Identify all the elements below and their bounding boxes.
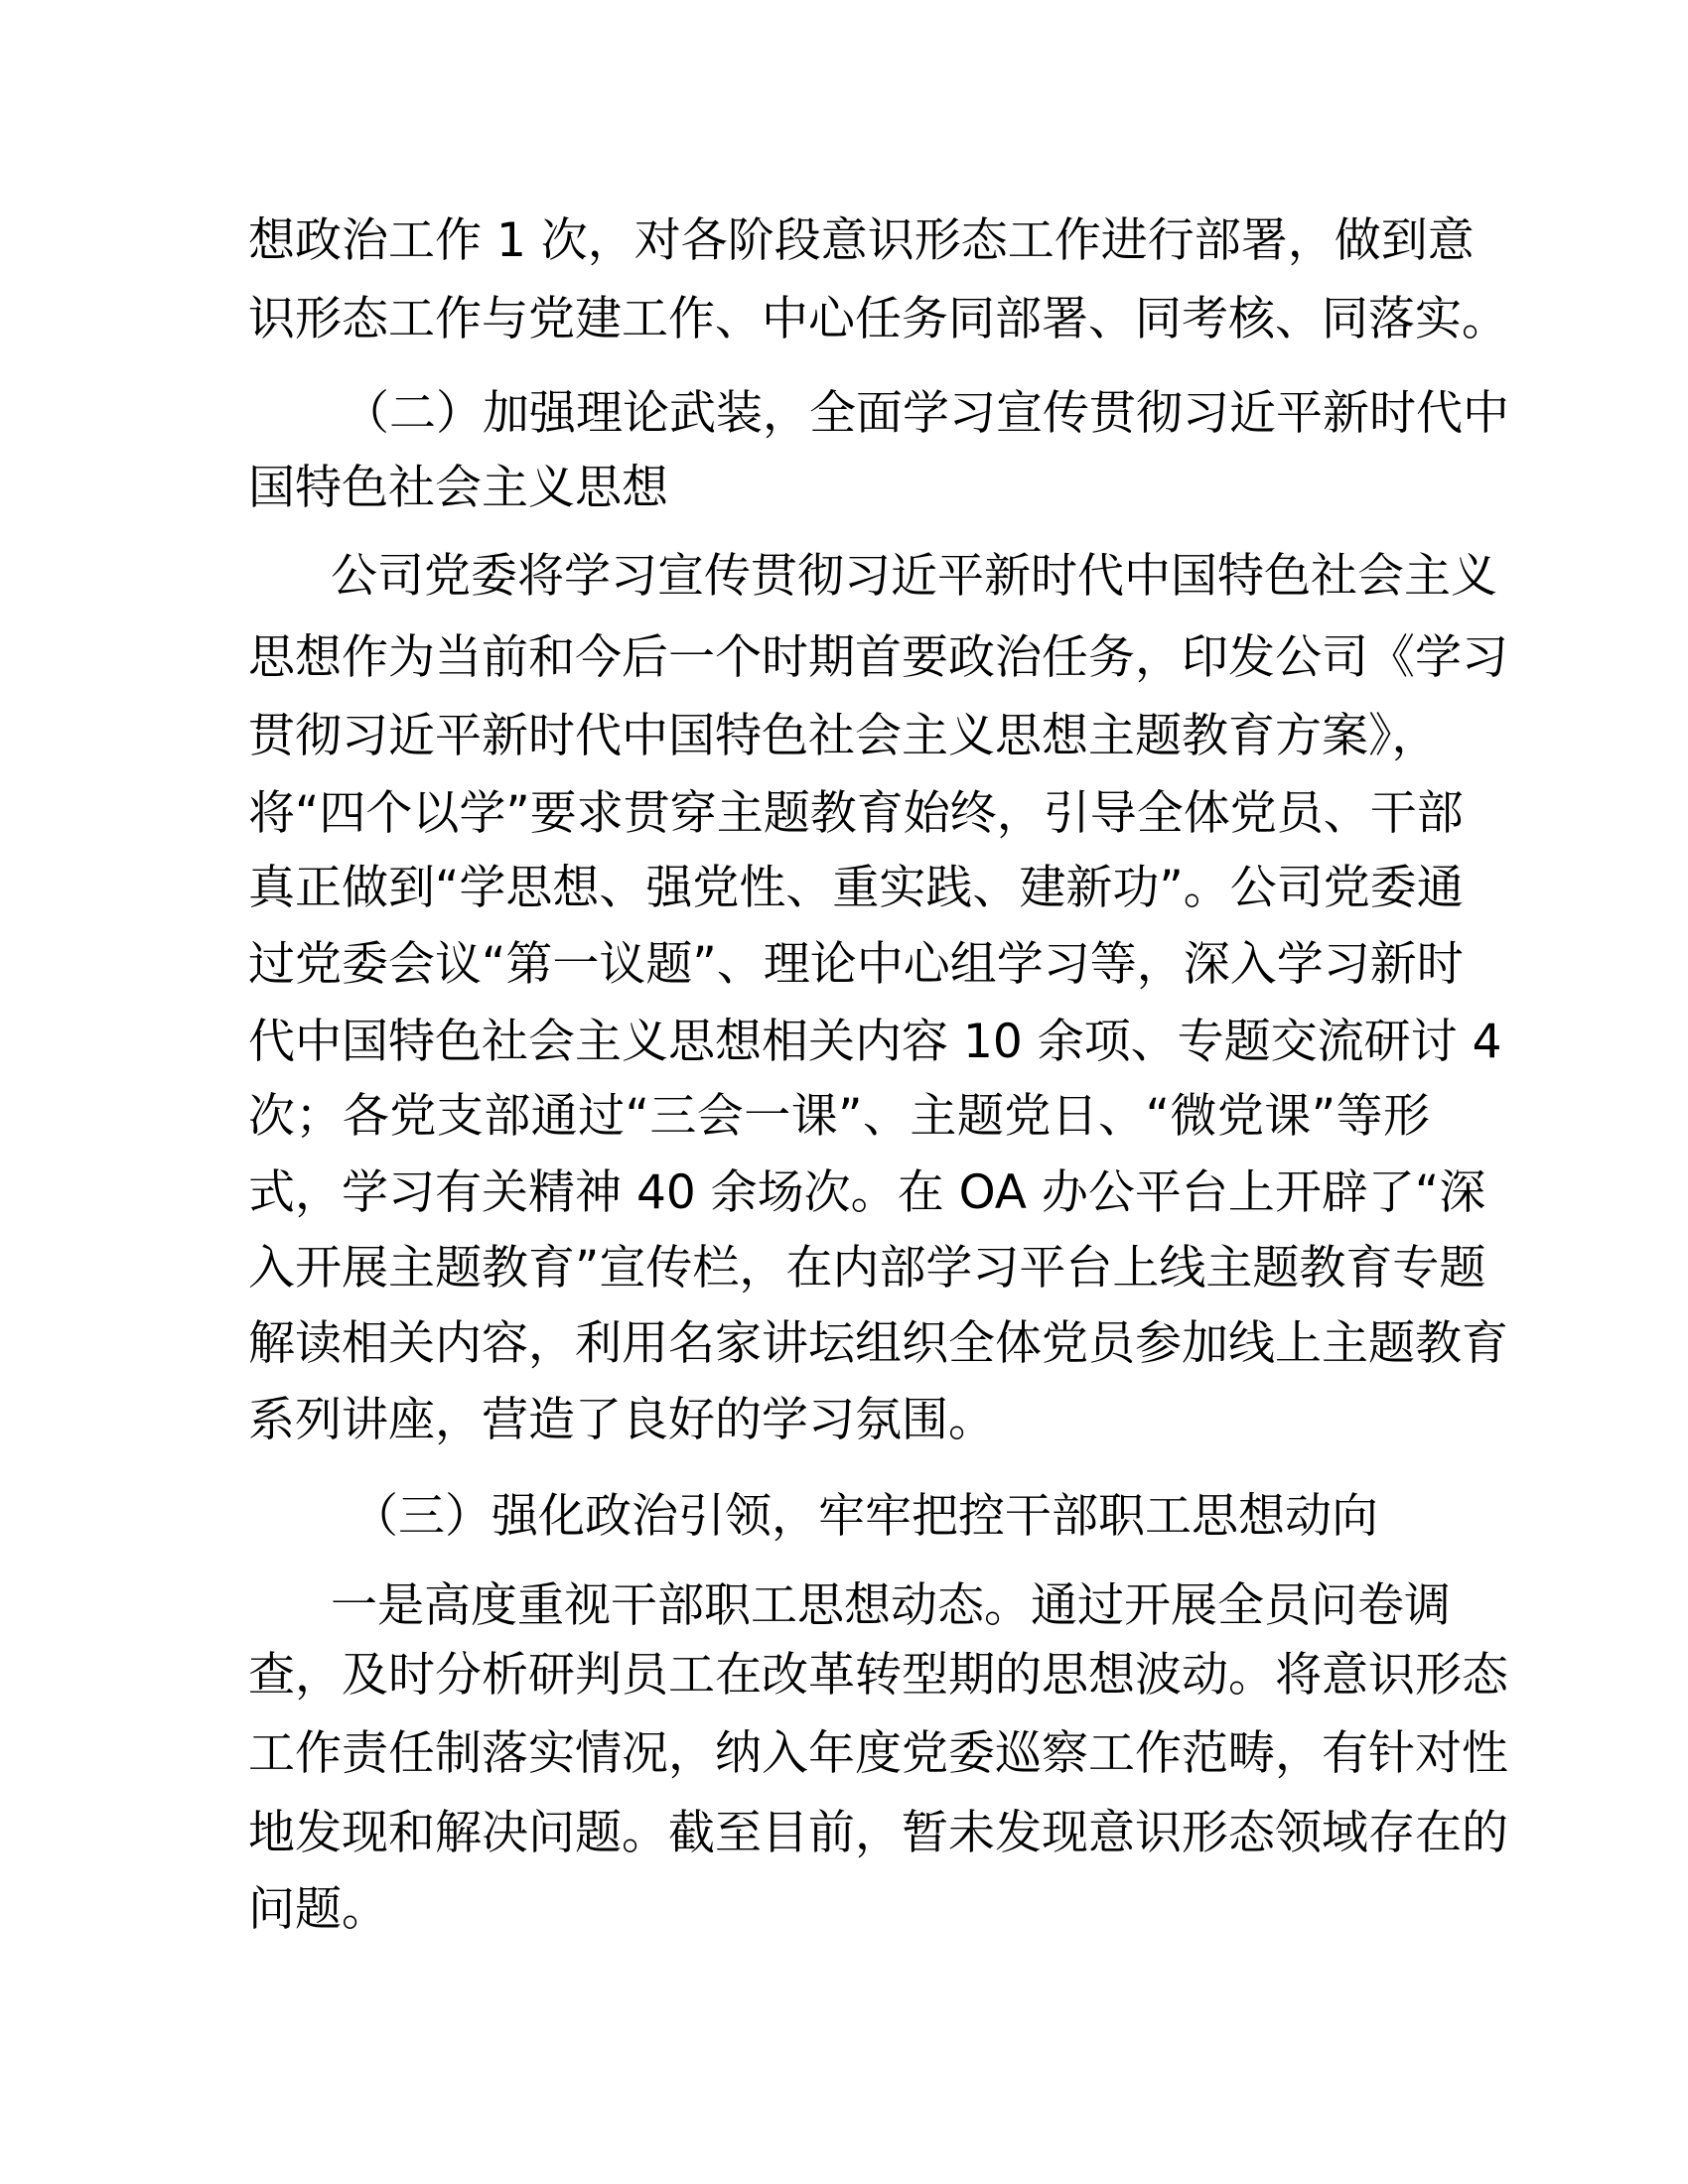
- text-line: 思想作为当前和今后一个时期首要政治任务，印发公司《学习: [248, 630, 1508, 685]
- text-line: 入开展主题教育”宣传栏，在内部学习平台上线主题教育专题: [248, 1241, 1486, 1296]
- text-line: 查，及时分析研判员工在改革转型期的思想波动。将意识形态: [248, 1648, 1508, 1703]
- text-line: 问题。: [248, 1882, 388, 1937]
- text-line: 代中国特色社会主义思想相关内容 10 余项、专题交流研讨 4: [248, 1015, 1502, 1069]
- heading-line: （三）强化政治引领，牢牢把控干部职工思想动向: [352, 1489, 1378, 1544]
- text-line: 公司党委将学习宣传贯彻习近平新时代中国特色社会主义: [331, 549, 1497, 604]
- text-line: 地发现和解决问题。截至目前，暂未发现意识形态领域存在的: [248, 1806, 1508, 1860]
- text-line: 解读相关内容，利用名家讲坛组织全体党员参加线上主题教育: [248, 1316, 1508, 1371]
- text-line: 式，学习有关精神 40 余场次。在 OA 办公平台上开辟了“深: [248, 1165, 1486, 1220]
- text-line: 次；各党支部通过“三会一课”、主题党日、“微党课”等形: [248, 1089, 1430, 1144]
- text-line: 系列讲座，营造了良好的学习氛围。: [248, 1393, 995, 1447]
- text-line: 真正做到“学思想、强党性、重实践、建新功”。公司党委通: [248, 861, 1464, 915]
- text-line: 工作责任制落实情况，纳入年度党委巡察工作范畴，有针对性: [248, 1726, 1508, 1781]
- text-line: 识形态工作与党建工作、中心任务同部署、同考核、同落实。: [248, 292, 1508, 346]
- text-line: 想政治工作 1 次，对各阶段意识形态工作进行部署，做到意: [248, 213, 1475, 268]
- heading-line: （二）加强理论武装，全面学习宣传贯彻习近平新时代中: [343, 386, 1509, 441]
- text-line: 贯彻习近平新时代中国特色社会主义思想主题教育方案》，: [248, 709, 1439, 763]
- heading-line: 国特色社会主义思想: [248, 461, 668, 515]
- text-line: 将“四个以学”要求贯穿主题教育始终，引导全体党员、干部: [248, 786, 1464, 841]
- text-line: 过党委会议“第一议题”、理论中心组学习等，深入学习新时: [248, 937, 1464, 992]
- text-line: 一是高度重视干部职工思想动态。通过开展全员问卷调: [331, 1578, 1451, 1633]
